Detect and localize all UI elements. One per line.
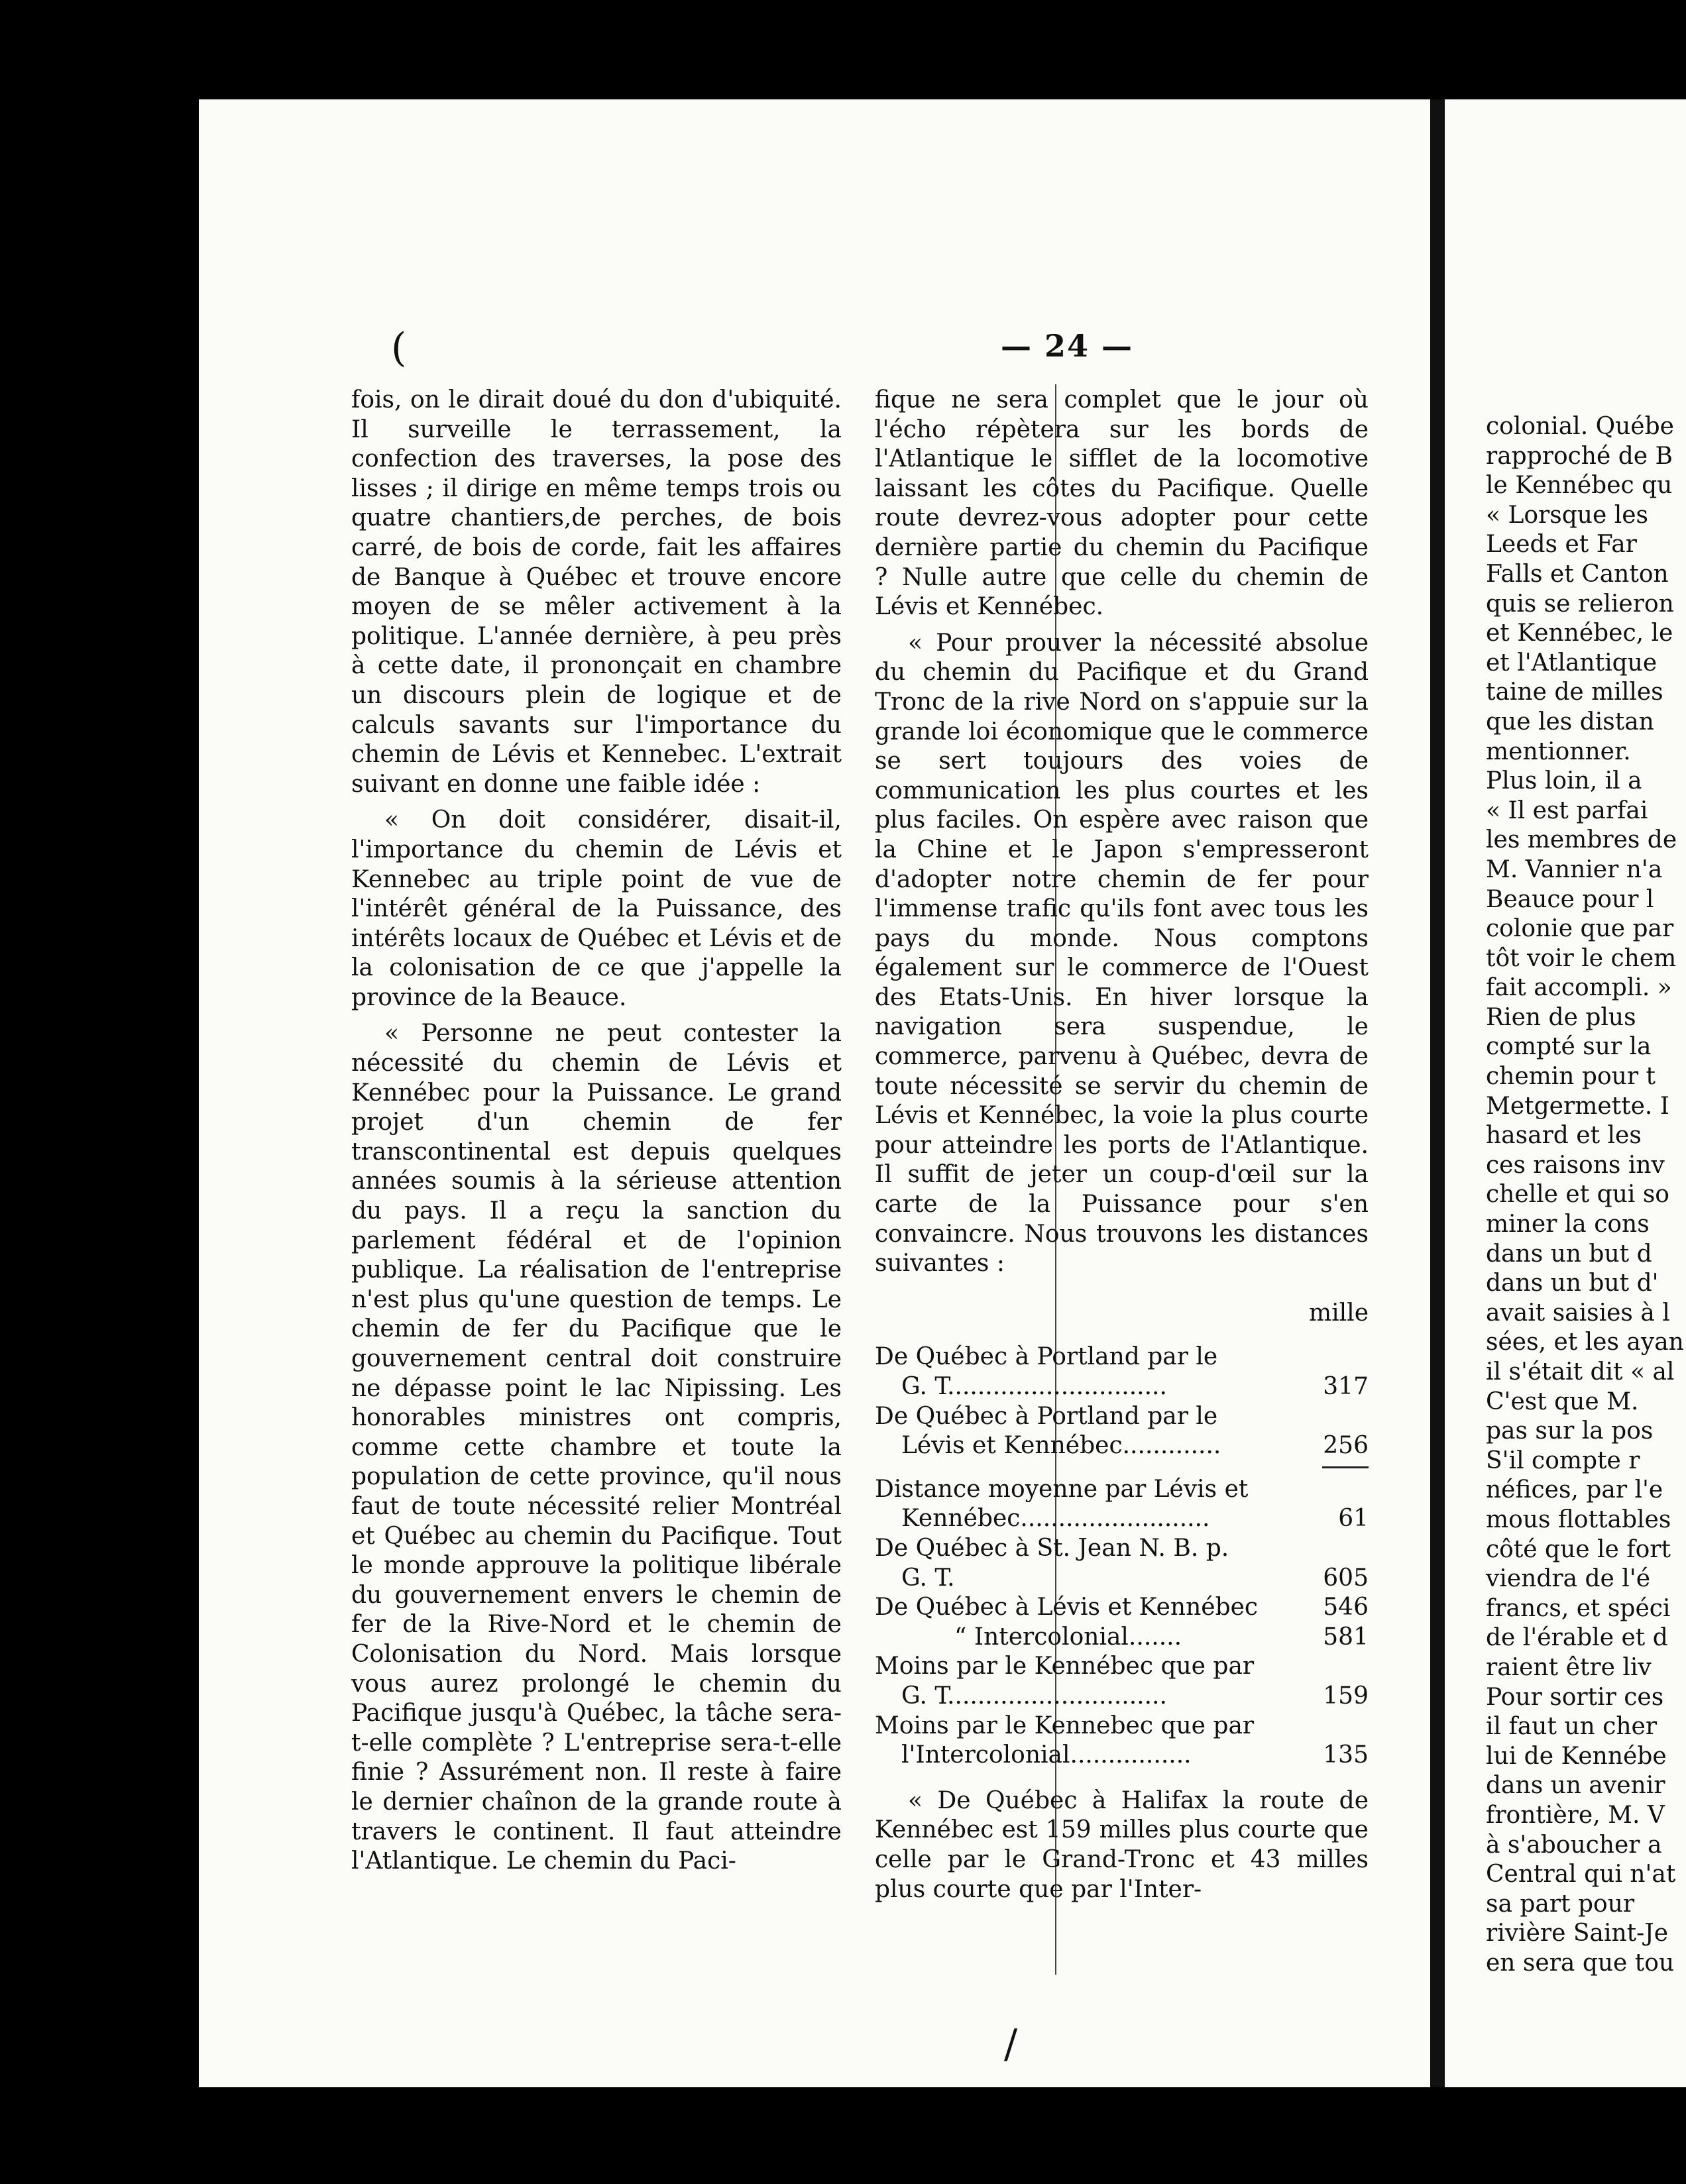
text-line: lui de Kennébe xyxy=(1486,1742,1667,1770)
ink-stroke: / xyxy=(1004,2021,1018,2067)
text-line: sées, et les ayan xyxy=(1486,1329,1684,1356)
text-line: M. Vannier n'a xyxy=(1486,855,1663,883)
paragraph: fique ne sera complet que le jour où l'écho répètera sur les bords de l'Atlantique le sifflet de la locomotive laissant les côtes du Pacifique. Quelle route devrez-vous adopter pour cette dernière partie du chemin du Pacifique ? Nulle autre que celle du chemin de Lévis et Kennébec. xyxy=(875,386,1369,621)
distance-unit: mille xyxy=(1309,1299,1369,1327)
text-line: mentionner. xyxy=(1486,737,1631,765)
text-line: rapproché de B xyxy=(1486,442,1673,470)
row-value: 317 xyxy=(1323,1373,1369,1400)
text-line: C'est que M. xyxy=(1486,1388,1639,1415)
text-line: Falls et Canton xyxy=(1486,560,1669,588)
text-line: colonie que par xyxy=(1486,915,1674,943)
table-row xyxy=(875,1564,1369,1594)
row-label: Lévis et Kennébec............. xyxy=(901,1432,1221,1460)
table-row xyxy=(875,1682,1369,1712)
text-line: viendra de l'é xyxy=(1486,1565,1651,1593)
text-line: Metgermette. I xyxy=(1486,1092,1669,1120)
row-value: 61 xyxy=(1338,1505,1369,1533)
table-row xyxy=(875,1534,1369,1564)
text-line: mous flottables xyxy=(1486,1505,1671,1533)
text-line: le Kennébec qu xyxy=(1486,472,1673,500)
paragraph: « On doit considérer, disait-il, l'importance du chemin de Lévis et Kennebec au triple point de vue de l'intérêt général de la Puissance, des intérêts locaux de Québec et Lévis et de la colonisation de ce que j'appelle la province de la Beauce. xyxy=(351,806,842,1011)
text-line: rivière Saint-Je xyxy=(1486,1920,1669,1947)
text-line: dans un avenir xyxy=(1486,1772,1665,1800)
table-row xyxy=(875,1402,1369,1432)
row-label: De Québec à Portland par le xyxy=(875,1402,1218,1430)
table-row xyxy=(875,1593,1369,1623)
text-line: néfices, par l'e xyxy=(1486,1476,1663,1504)
text-line: pas sur la pos xyxy=(1486,1417,1654,1445)
text-line: que les distan xyxy=(1486,708,1654,736)
row-label: G. T............................. xyxy=(901,1682,1167,1710)
text-line: raient être liv xyxy=(1486,1653,1652,1681)
text-line: en sera que tou xyxy=(1486,1949,1675,1977)
text-line: sa part pour xyxy=(1486,1890,1635,1918)
table-row xyxy=(875,1504,1369,1534)
text-line: Beauce pour l xyxy=(1486,885,1654,913)
text-line: « Il est parfai xyxy=(1486,796,1648,824)
text-line: colonial. Québe xyxy=(1486,413,1674,440)
text-line: chemin pour t xyxy=(1486,1063,1656,1091)
table-row xyxy=(875,1623,1369,1653)
left-page xyxy=(199,99,1445,2087)
table-row xyxy=(875,1741,1369,1771)
column-3 xyxy=(1486,412,1686,1978)
sum-rule xyxy=(1322,1466,1369,1475)
table-row xyxy=(875,1652,1369,1682)
row-label: G. T............................. xyxy=(901,1373,1167,1400)
paragraph: fois, on le dirait doué du don d'ubiquité. Il surveille le terrassement, la confection des traverses, la pose des lisses ; il dirige en même temps trois ou quatre chantiers,de perches, de bois carré, de bois de corde, fait les affaires de Banque à Québec et trouve encore moyen de se mêler activement à la politique. L'année dernière, à peu près à cette date, il prononçait en chambre un discours plein de logique et de calculs savants sur l'importance du chemin de Lévis et Kennebec. L'extrait suivant en donne une faible idée : xyxy=(351,386,842,798)
text-line: Pour sortir ces xyxy=(1486,1683,1664,1711)
text-line: il faut un cher xyxy=(1486,1713,1658,1741)
page-number: — 24 — xyxy=(1001,328,1134,364)
text-line: Rien de plus xyxy=(1486,1003,1636,1031)
row-label: G. T. xyxy=(901,1564,955,1592)
page-gutter xyxy=(1430,99,1445,2087)
text-line: et Kennébec, le xyxy=(1486,620,1673,647)
row-label: De Québec à St. Jean N. B. p. xyxy=(875,1534,1229,1562)
distance-table xyxy=(875,1342,1369,1770)
text-line: hasard et les xyxy=(1486,1122,1642,1150)
text-line: côté que le fort xyxy=(1486,1535,1671,1563)
text-line: à s'aboucher a xyxy=(1486,1831,1662,1859)
text-line: tôt voir le chem xyxy=(1486,944,1677,972)
text-line: Leeds et Far xyxy=(1486,531,1637,559)
row-label: l'Intercolonial................ xyxy=(901,1741,1192,1769)
text-line: S'il compte r xyxy=(1486,1447,1640,1474)
column-2 xyxy=(875,386,1369,1904)
text-line: et l'Atlantique xyxy=(1486,649,1658,677)
table-row xyxy=(875,1342,1369,1372)
row-label: Distance moyenne par Lévis et xyxy=(875,1475,1249,1503)
text-line: il s'était dit « al xyxy=(1486,1358,1675,1386)
right-page-partial xyxy=(1445,99,1686,2087)
row-label: Moins par le Kennébec que par xyxy=(875,1653,1255,1680)
text-line: francs, et spéci xyxy=(1486,1594,1671,1622)
text-line: Plus loin, il a xyxy=(1486,767,1642,795)
text-line: chelle et qui so xyxy=(1486,1181,1669,1209)
text-line: fait accompli. » xyxy=(1486,974,1672,1002)
paragraph: « Pour prouver la nécessité absolue du chemin du Pacifique et du Grand Tronc de la rive Nord on s'appuie sur la grande loi économique que le commerce se sert toujours des voies de communication les plus courtes et les plus faciles. On espère avec raison que la Chine et le Japon s'empresseront d'adopter notre chemin de fer pour l'immense trafic qu'ils font avec tous les pays du monde. Nous comptons également sur le commerce de l'Ouest des Etats-Unis. En hiver lorsque la navigation sera suspendue, le commerce, parvenu à Québec, devra de toute nécessité se servir du chemin de Lévis et Kennébec, la voie la plus courte pour atteindre les ports de l'Atlantique. Il suffit de jeter un coup-d'œil sur la carte de la Puissance pour s'en convaincre. Nous trouvons les distances suivantes : xyxy=(875,629,1369,1278)
column-1 xyxy=(351,386,842,1877)
text-line: avait saisies à l xyxy=(1486,1299,1670,1327)
row-value: 581 xyxy=(1323,1623,1369,1651)
margin-mark: ( xyxy=(391,325,407,371)
text-line: Central qui n'at xyxy=(1486,1861,1676,1888)
text-line: ces raisons inv xyxy=(1486,1151,1665,1179)
paragraph: « De Québec à Halifax la route de Kennébec est 159 milles plus courte que celle par le Grand-Tronc et 43 milles plus courte que par l'Inter- xyxy=(875,1786,1369,1903)
text-line: taine de milles xyxy=(1486,679,1663,706)
row-label: “ Intercolonial....... xyxy=(954,1623,1182,1651)
row-value: 159 xyxy=(1323,1682,1369,1710)
table-row xyxy=(875,1475,1369,1505)
row-label: De Québec à Lévis et Kennébec xyxy=(875,1594,1259,1621)
row-value: 605 xyxy=(1323,1564,1369,1592)
table-row xyxy=(875,1372,1369,1402)
text-line: « Lorsque les xyxy=(1486,501,1649,529)
text-line: dans un but d' xyxy=(1486,1270,1659,1297)
text-line: les membres de xyxy=(1486,826,1677,854)
row-label: Kennébec......................... xyxy=(901,1505,1210,1533)
text-line: compté sur la xyxy=(1486,1033,1652,1061)
text-line: dans un but d xyxy=(1486,1240,1652,1268)
text-line: quis se relieron xyxy=(1486,590,1674,618)
table-row xyxy=(875,1431,1369,1461)
text-line: de l'érable et d xyxy=(1486,1624,1668,1652)
row-value: 135 xyxy=(1323,1741,1369,1769)
paragraph: « Personne ne peut contester la nécessité du chemin de Lévis et Kennébec pour la Puissance. Le grand projet d'un chemin de fer transcontinental est depuis quelques années soumis à la sérieuse attention du pays. Il a reçu la sanction du parlement fédéral et de l'opinion publique. La réalisation de l'entreprise n'est plus qu'une question de temps. Le chemin de fer du Pacifique que le gouvernement central doit construire ne dépasse point le lac Nipissing. Les honorables ministres ont compris, comme cette chambre et toute la population de cette province, qu'il nous faut de toute nécessité relier Montréal et Québec au chemin du Pacifique. Tout le monde approuve la politique libérale du gouvernement envers le chemin de fer de la Rive-Nord et le chemin de Colonisation du Nord. Mais lorsque vous aurez prolongé le chemin du Pacifique jusqu'à Québec, la tâche sera-t-elle complète ? L'entreprise sera-t-elle finie ? Assurément non. Il reste à faire le dernier chaînon de la grande route à travers le continent. Il faut atteindre l'Atlantique. Le chemin du Paci- xyxy=(351,1020,842,1875)
table-row xyxy=(875,1712,1369,1741)
row-value: 256 xyxy=(1323,1432,1369,1460)
row-label: Moins par le Kennebec que par xyxy=(875,1712,1255,1739)
text-line: frontière, M. V xyxy=(1486,1801,1665,1829)
text-line: miner la cons xyxy=(1486,1211,1650,1238)
row-label: De Québec à Portland par le xyxy=(875,1343,1218,1371)
row-value: 546 xyxy=(1323,1594,1369,1621)
